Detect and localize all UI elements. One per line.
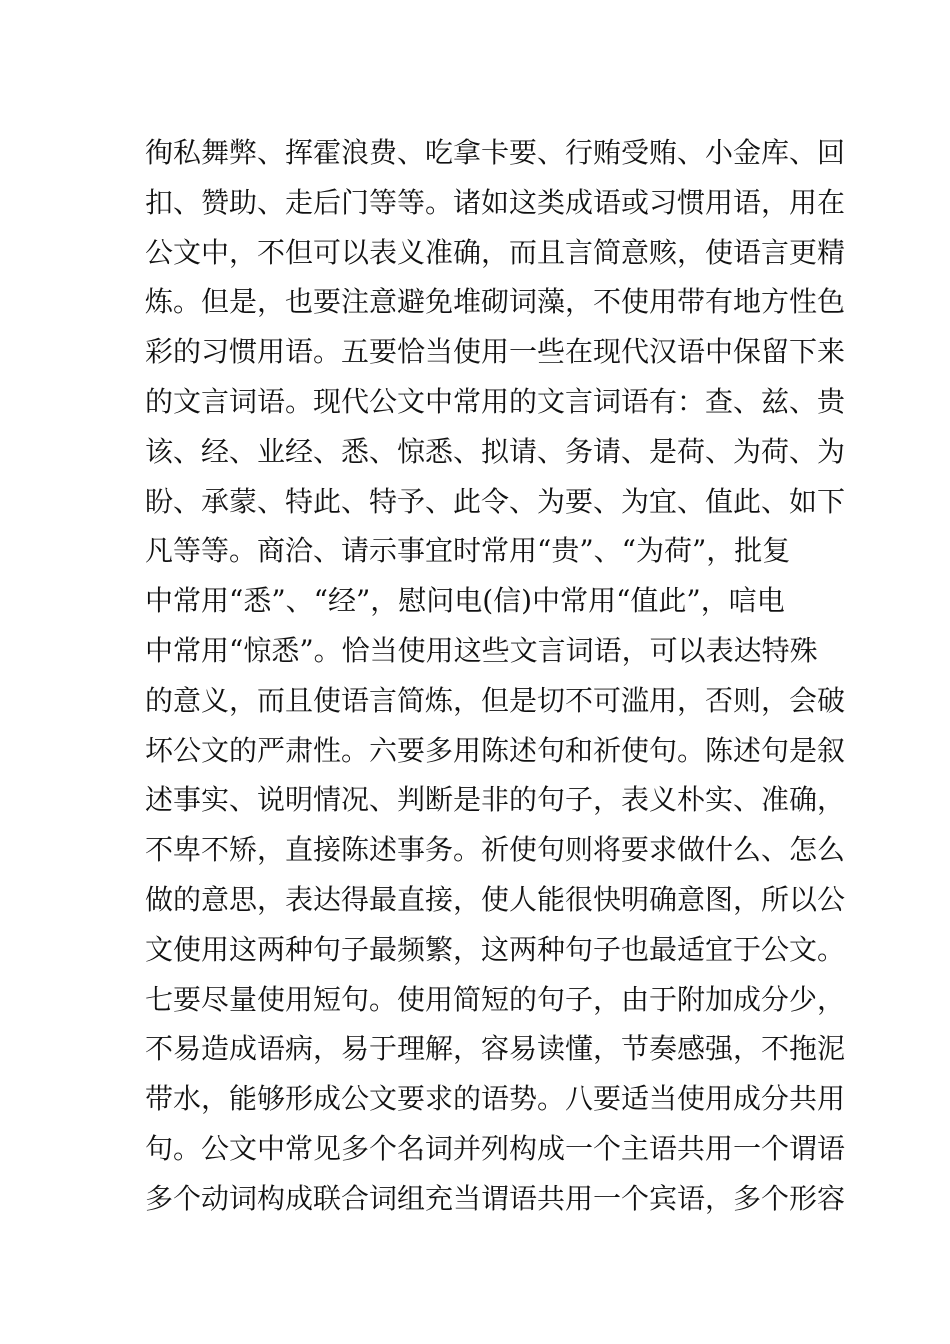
text-line: 多个动词构成联合词组充当谓语共用一个宾语，多个形容 bbox=[145, 1181, 846, 1215]
text-line: 徇私舞弊、挥霍浪费、吃拿卡要、行贿受贿、小金库、回 bbox=[145, 136, 846, 169]
text-line: 句。公文中常见多个名词并列构成一个主语共用一个谓语 bbox=[145, 1131, 846, 1165]
text-line: 带水，能够形成公文要求的语势。八要适当使用成分共用 bbox=[145, 1082, 846, 1116]
text-line: 凡等等。商洽、请示事宜时常用“贵”、“为荷”，批复 bbox=[145, 534, 791, 568]
text-line: 的文言词语。现代公文中常用的文言词语有：查、兹、贵 bbox=[145, 384, 846, 418]
text-line: 不易造成语病，易于理解，容易读懂，节奏感强，不拖泥 bbox=[145, 1032, 846, 1066]
text-line: 公文中，不但可以表义准确，而且言简意赅，使语言更精 bbox=[145, 235, 846, 269]
text-line: 该、经、业经、悉、惊悉、拟请、务请、是荷、为荷、为 bbox=[145, 434, 846, 468]
text-line: 彩的习惯用语。五要恰当使用一些在现代汉语中保留下来 bbox=[145, 335, 846, 369]
text-line: 七要尽量使用短句。使用简短的句子，由于附加成分少， bbox=[145, 982, 846, 1016]
text-line: 中常用“惊悉”。恰当使用这些文言词语，可以表达特殊 bbox=[145, 633, 818, 667]
text-line: 炼。但是，也要注意避免堆砌词藻，不使用带有地方性色 bbox=[145, 285, 846, 319]
text-line: 述事实、说明情况、判断是非的句子，表义朴实、准确， bbox=[145, 783, 846, 817]
body-text bbox=[145, 128, 846, 1224]
text-line: 扣、赞助、走后门等等。诸如这类成语或习惯用语，用在 bbox=[145, 185, 846, 219]
text-line: 不卑不矫，直接陈述事务。祈使句则将要求做什么、怎么 bbox=[145, 833, 846, 867]
text-line: 坏公文的严肃性。六要多用陈述句和祈使句。陈述句是叙 bbox=[145, 733, 846, 767]
text-line: 文使用这两种句子最频繁，这两种句子也最适宜于公文。 bbox=[145, 932, 846, 966]
text-line: 做的意思，表达得最直接，使人能很快明确意图，所以公 bbox=[145, 882, 846, 916]
text-line: 的意义，而且使语言简炼，但是切不可滥用，否则，会破 bbox=[145, 683, 846, 717]
text-line: 盼、承蒙、特此、特予、此令、为要、为宜、值此、如下 bbox=[145, 484, 846, 518]
text-line: 中常用“悉”、“经”，慰问电(信)中常用“值此”，唁电 bbox=[145, 584, 785, 618]
